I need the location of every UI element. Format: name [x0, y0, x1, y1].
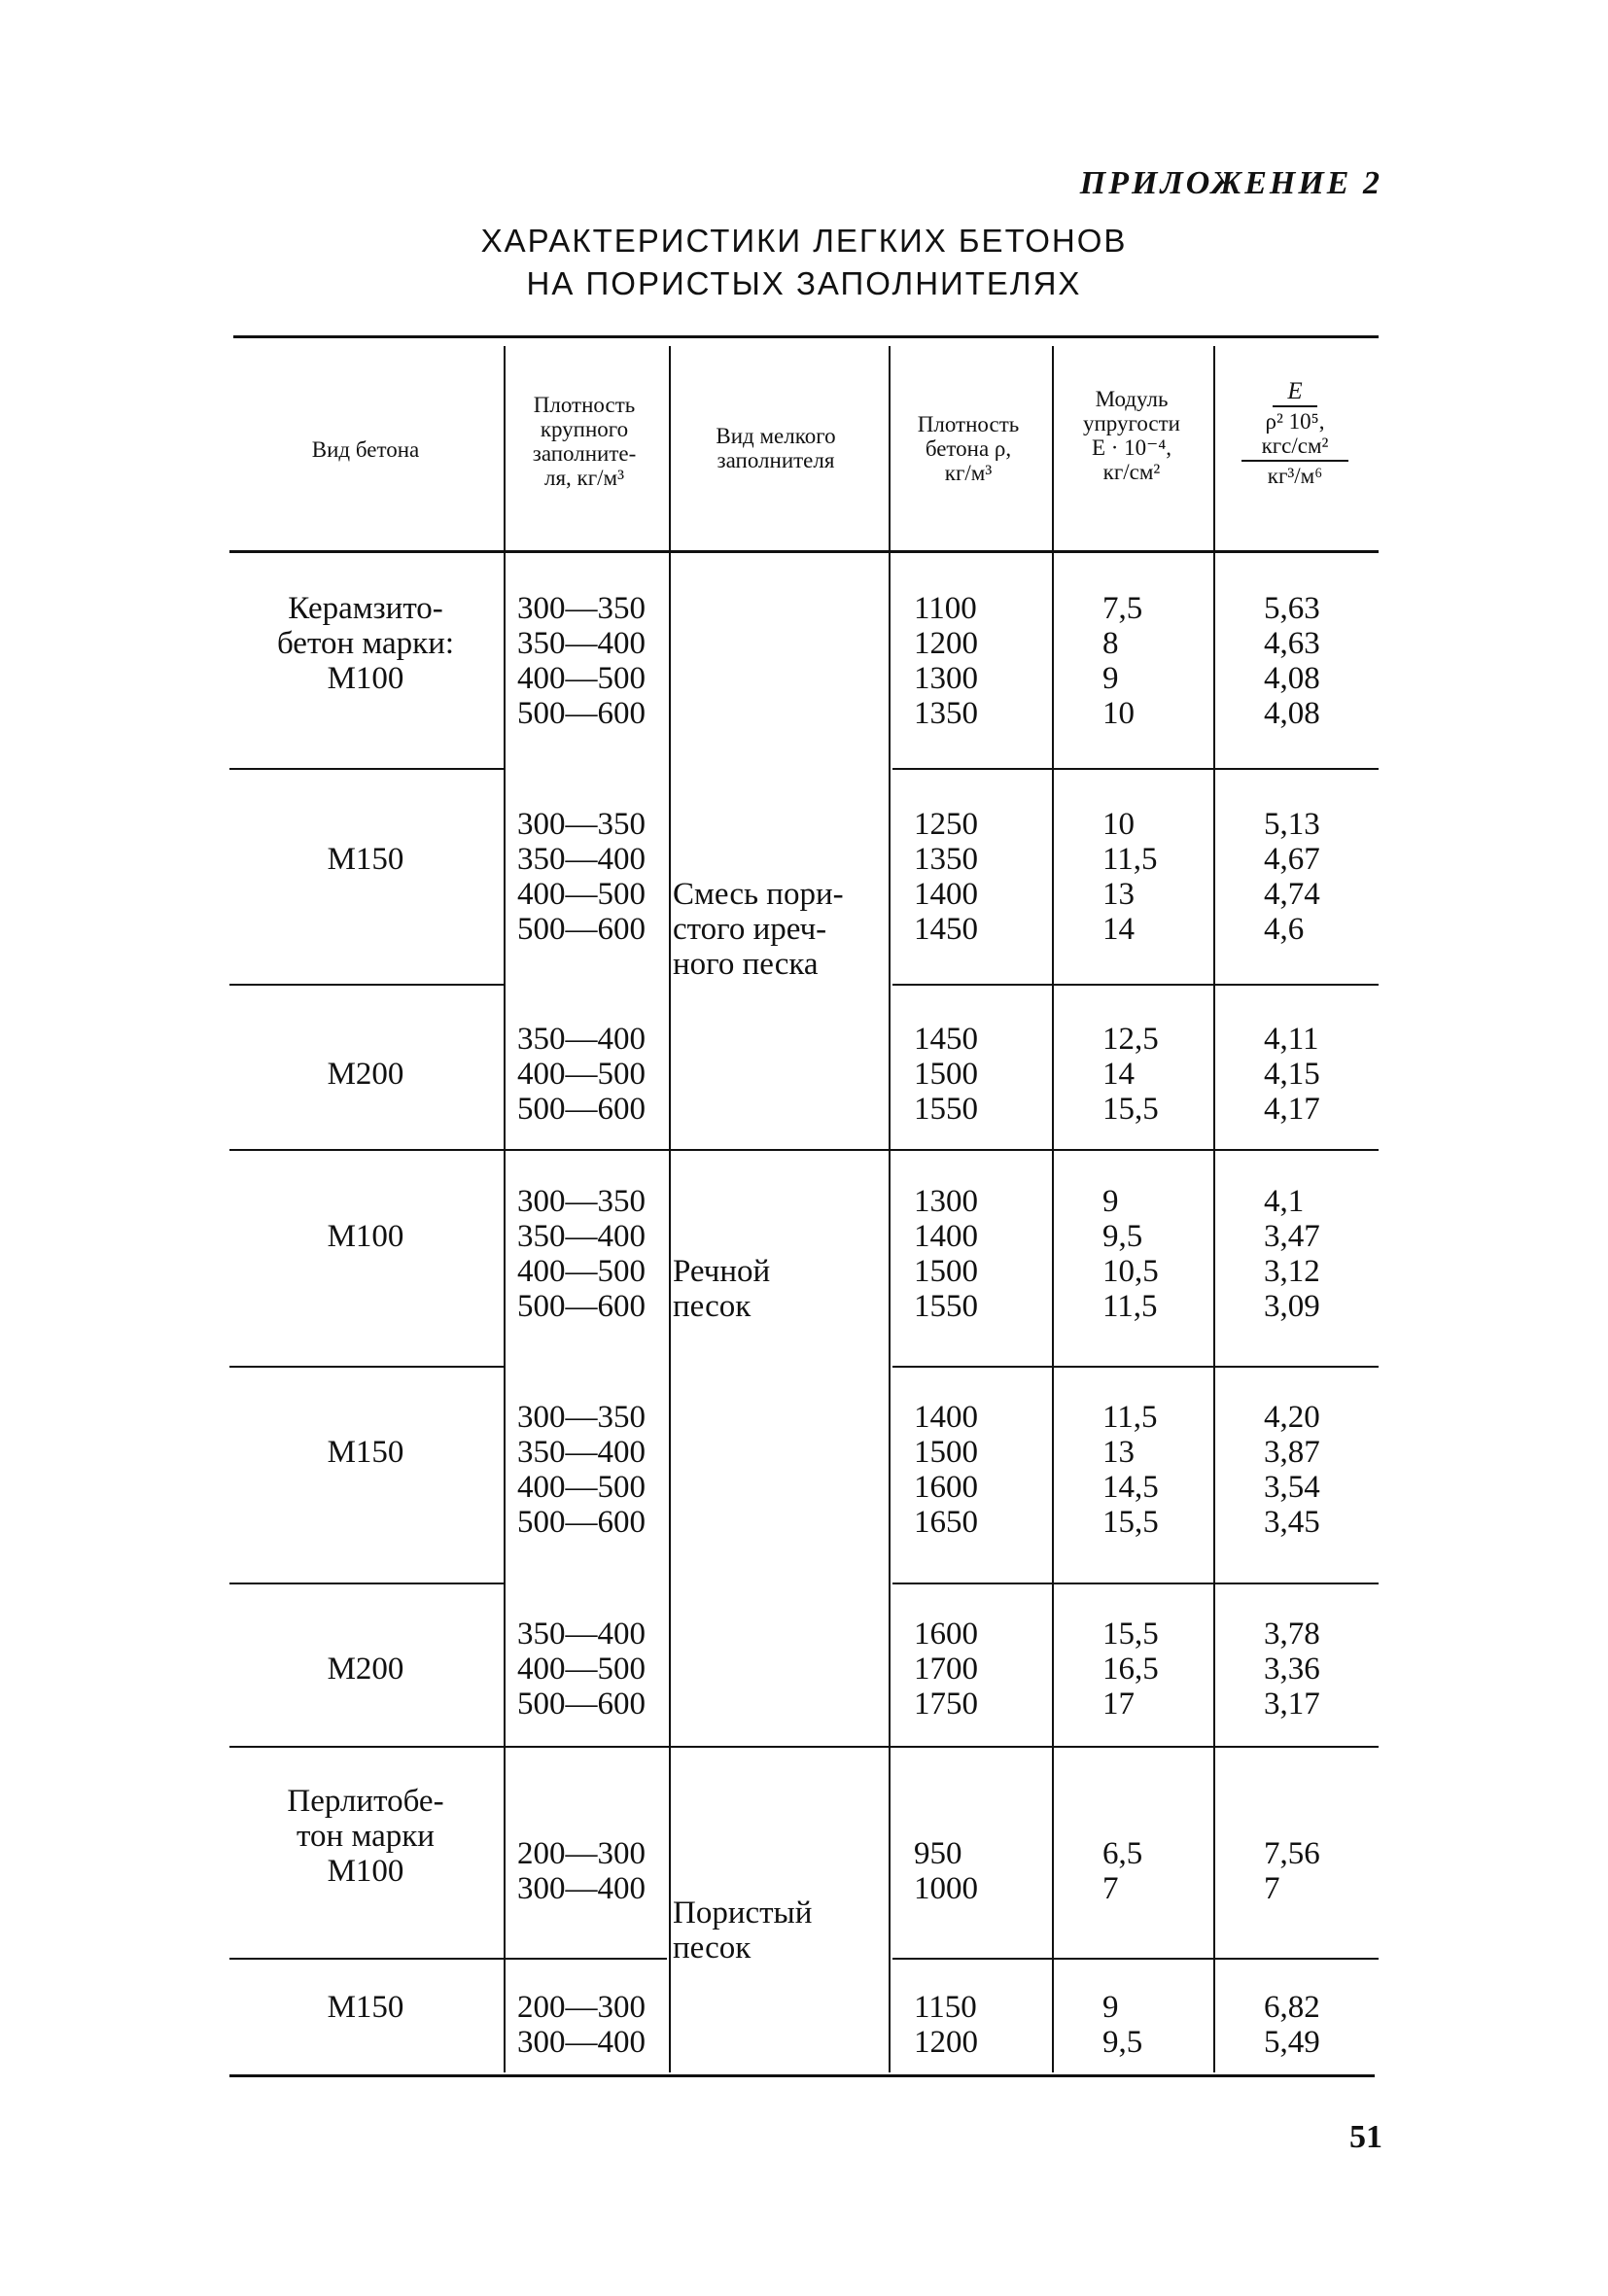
concrete-density — [914, 1184, 1021, 1324]
concrete-density-line: 1200 — [914, 626, 978, 661]
concrete-type-line: M100 — [327, 1219, 404, 1254]
concrete-density-line: 1200 — [914, 2025, 978, 2060]
appendix-label: ПРИЛОЖЕНИЕ 2 — [1079, 165, 1382, 201]
modulus-ratio-line: 4,11 — [1264, 1022, 1319, 1057]
coarse-density-line: 300—350 — [517, 1184, 646, 1219]
coarse-density — [517, 1022, 663, 1127]
ratio-unit-1: кгс/см² — [1261, 434, 1329, 458]
concrete-density-line: 1150 — [914, 1990, 977, 2025]
header-line: Модуль — [1095, 387, 1169, 411]
modulus-ratio — [1264, 591, 1371, 731]
header-modulus — [1054, 387, 1209, 484]
modulus-ratio-line: 3,45 — [1264, 1505, 1320, 1540]
elastic-modulus-line: 10 — [1102, 807, 1135, 842]
coarse-density-line: 300—400 — [517, 1871, 646, 1906]
group-separator — [229, 1366, 504, 1368]
coarse-density — [517, 807, 663, 947]
concrete-density — [914, 1617, 1021, 1722]
modulus-ratio — [1264, 1022, 1371, 1127]
concrete-type — [229, 842, 502, 877]
coarse-density — [517, 1400, 663, 1540]
header-line: заполните- — [532, 441, 637, 466]
header-bottom-rule — [229, 550, 1379, 553]
concrete-density — [914, 807, 1021, 947]
concrete-type — [229, 1219, 502, 1254]
coarse-density-line: 500—600 — [517, 1687, 646, 1722]
modulus-ratio — [1264, 807, 1371, 947]
coarse-density — [517, 1836, 663, 1906]
elastic-modulus-line: 9 — [1102, 1990, 1119, 2025]
concrete-type-line: тон марки — [297, 1819, 435, 1854]
coarse-density — [517, 1617, 663, 1722]
elastic-modulus-line: 15,5 — [1102, 1505, 1159, 1540]
concrete-density-line: 1600 — [914, 1470, 978, 1505]
concrete-type-line: Керамзито- — [288, 591, 443, 626]
group-separator — [229, 1583, 504, 1584]
concrete-density-line: 1300 — [914, 1184, 978, 1219]
concrete-density-line: 1350 — [914, 842, 978, 877]
concrete-density-line: 1250 — [914, 807, 978, 842]
coarse-density-line: 500—600 — [517, 1092, 646, 1127]
elastic-modulus-line: 11,5 — [1102, 1289, 1158, 1324]
page-number: 51 — [1349, 2119, 1382, 2155]
modulus-ratio-line: 7 — [1264, 1871, 1280, 1906]
concrete-density — [914, 591, 1021, 731]
column-separator — [1213, 346, 1215, 2072]
fine-aggregate-line: Смесь пори- — [673, 877, 844, 912]
modulus-ratio-line: 4,74 — [1264, 877, 1320, 912]
header-fine-aggregate — [669, 424, 883, 472]
modulus-ratio-line: 4,15 — [1264, 1057, 1320, 1092]
modulus-ratio-line: 5,49 — [1264, 2025, 1320, 2060]
group-separator — [229, 1149, 1379, 1151]
modulus-ratio-line: 4,67 — [1264, 842, 1320, 877]
coarse-density-line: 300—350 — [517, 807, 646, 842]
header-line: кг/см² — [1102, 460, 1161, 484]
concrete-type — [229, 1057, 502, 1092]
ratio-denominator: ρ² 10⁵, — [1265, 409, 1325, 434]
coarse-density-line: 400—500 — [517, 1057, 646, 1092]
column-separator — [1052, 346, 1054, 2072]
elastic-modulus-line: 9,5 — [1102, 2025, 1143, 2060]
group-separator — [892, 768, 1379, 770]
coarse-density-line: 350—400 — [517, 1435, 646, 1470]
modulus-ratio-line: 4,63 — [1264, 626, 1320, 661]
header-line: Вид мелкого — [716, 424, 836, 448]
coarse-density-line: 500—600 — [517, 1289, 646, 1324]
elastic-modulus-line: 9,5 — [1102, 1219, 1143, 1254]
group-separator — [229, 984, 504, 986]
coarse-density-line: 500—600 — [517, 696, 646, 731]
concrete-density-line: 1450 — [914, 912, 978, 947]
coarse-density-line: 400—500 — [517, 1652, 646, 1687]
header-line: заполнителя — [717, 448, 835, 472]
concrete-density — [914, 1022, 1021, 1127]
modulus-ratio — [1264, 1617, 1371, 1722]
elastic-modulus — [1102, 807, 1200, 947]
concrete-density-line: 1550 — [914, 1289, 978, 1324]
elastic-modulus-line: 16,5 — [1102, 1652, 1159, 1687]
elastic-modulus-line: 14 — [1102, 1057, 1135, 1092]
coarse-density — [517, 1990, 663, 2060]
elastic-modulus — [1102, 1022, 1200, 1127]
coarse-density-line: 300—400 — [517, 2025, 646, 2060]
elastic-modulus — [1102, 1400, 1200, 1540]
modulus-ratio — [1264, 1836, 1371, 1906]
concrete-density-line: 1350 — [914, 696, 978, 731]
modulus-ratio-line: 5,13 — [1264, 807, 1320, 842]
modulus-ratio-line: 3,12 — [1264, 1254, 1320, 1289]
fine-aggregate — [673, 877, 887, 982]
elastic-modulus — [1102, 1184, 1200, 1324]
concrete-type-line: M100 — [327, 1854, 404, 1889]
coarse-density-line: 500—600 — [517, 912, 646, 947]
modulus-ratio — [1264, 1400, 1371, 1540]
title-line-2: НА ПОРИСТЫХ ЗАПОЛНИТЕЛЯХ — [526, 265, 1082, 301]
modulus-ratio-line: 4,08 — [1264, 661, 1320, 696]
page-title — [0, 220, 1608, 305]
modulus-ratio-line: 4,6 — [1264, 912, 1305, 947]
modulus-ratio-line: 7,56 — [1264, 1836, 1320, 1871]
fine-aggregate-line: песок — [673, 1289, 752, 1324]
elastic-modulus — [1102, 1990, 1200, 2060]
fine-aggregate-line: стого иреч- — [673, 912, 827, 947]
concrete-density-line: 1550 — [914, 1092, 978, 1127]
group-separator — [892, 1583, 1379, 1584]
table-top-rule — [233, 335, 1379, 338]
modulus-ratio-line: 3,87 — [1264, 1435, 1320, 1470]
concrete-type-line: M150 — [327, 1990, 404, 2025]
fine-aggregate — [673, 1896, 887, 1966]
concrete-density-line: 1500 — [914, 1254, 978, 1289]
coarse-density-line: 400—500 — [517, 1254, 646, 1289]
elastic-modulus-line: 17 — [1102, 1687, 1135, 1722]
coarse-density-line: 500—600 — [517, 1505, 646, 1540]
group-separator — [892, 984, 1379, 986]
concrete-density-line: 1750 — [914, 1687, 978, 1722]
concrete-density-line: 1400 — [914, 1219, 978, 1254]
coarse-density-line: 350—400 — [517, 842, 646, 877]
concrete-density — [914, 1990, 1021, 2060]
elastic-modulus-line: 15,5 — [1102, 1617, 1159, 1652]
header-line: упругости — [1082, 411, 1180, 435]
modulus-ratio-line: 3,78 — [1264, 1617, 1320, 1652]
concrete-density-line: 1100 — [914, 591, 977, 626]
coarse-density-line: 300—350 — [517, 591, 646, 626]
modulus-ratio-line: 3,09 — [1264, 1289, 1320, 1324]
concrete-density-line: 1400 — [914, 877, 978, 912]
elastic-modulus-line: 12,5 — [1102, 1022, 1159, 1057]
modulus-ratio-line: 3,47 — [1264, 1219, 1320, 1254]
elastic-modulus-line: 7,5 — [1102, 591, 1143, 626]
modulus-ratio-line: 3,17 — [1264, 1687, 1320, 1722]
concrete-type — [229, 1652, 502, 1687]
coarse-density-line: 350—400 — [517, 1617, 646, 1652]
coarse-density — [517, 1184, 663, 1324]
coarse-density-line: 400—500 — [517, 877, 646, 912]
modulus-ratio-line: 5,63 — [1264, 591, 1320, 626]
concrete-density-line: 1000 — [914, 1871, 978, 1906]
concrete-type-line: M150 — [327, 1435, 404, 1470]
title-line-1: ХАРАКТЕРИСТИКИ ЛЕГКИХ БЕТОНОВ — [480, 223, 1128, 259]
modulus-ratio-line: 3,54 — [1264, 1470, 1320, 1505]
header-line: Плотность — [533, 393, 636, 417]
coarse-density-line: 350—400 — [517, 1022, 646, 1057]
group-separator — [229, 1958, 667, 1960]
concrete-type — [229, 1990, 502, 2025]
elastic-modulus-line: 13 — [1102, 1435, 1135, 1470]
concrete-density-line: 1450 — [914, 1022, 978, 1057]
coarse-density — [517, 591, 663, 731]
concrete-density-line: 950 — [914, 1836, 962, 1871]
ratio-numerator: E — [1287, 378, 1303, 404]
elastic-modulus-line: 9 — [1102, 1184, 1119, 1219]
elastic-modulus-line: 9 — [1102, 661, 1119, 696]
concrete-type — [229, 1784, 502, 1889]
elastic-modulus-line: 10 — [1102, 696, 1135, 731]
concrete-type — [229, 591, 502, 696]
modulus-ratio-line: 6,82 — [1264, 1990, 1320, 2025]
fine-aggregate-line: ного песка — [673, 947, 819, 982]
elastic-modulus — [1102, 591, 1200, 731]
concrete-type-line: M100 — [327, 661, 404, 696]
ratio-unit-2: кг³/м⁶ — [1267, 464, 1323, 488]
concrete-type-line: Перлитобе- — [287, 1784, 444, 1819]
elastic-modulus-line: 8 — [1102, 626, 1119, 661]
concrete-density-line: 1700 — [914, 1652, 978, 1687]
concrete-density-line: 1400 — [914, 1400, 978, 1435]
elastic-modulus-line: 11,5 — [1102, 842, 1158, 877]
header-line: кг/м³ — [944, 461, 993, 485]
concrete-type-line: M200 — [327, 1652, 404, 1687]
group-separator — [229, 1746, 1379, 1748]
concrete-type-line: M200 — [327, 1057, 404, 1092]
elastic-modulus-line: 14 — [1102, 912, 1135, 947]
elastic-modulus-line: 11,5 — [1102, 1400, 1158, 1435]
modulus-ratio-line: 4,20 — [1264, 1400, 1320, 1435]
group-separator — [892, 1958, 1379, 1960]
fine-aggregate-line: песок — [673, 1931, 752, 1966]
elastic-modulus-line: 10,5 — [1102, 1254, 1159, 1289]
column-separator — [889, 346, 891, 2072]
concrete-type-line: бетон марки: — [276, 626, 455, 661]
concrete-density-line: 1650 — [914, 1505, 978, 1540]
header-line: крупного — [540, 417, 629, 441]
concrete-density-line: 1600 — [914, 1617, 978, 1652]
elastic-modulus-line: 6,5 — [1102, 1836, 1143, 1871]
header-line: бетона ρ, — [925, 436, 1012, 461]
modulus-ratio-line: 4,17 — [1264, 1092, 1320, 1127]
header-line: Плотность — [917, 412, 1020, 436]
elastic-modulus — [1102, 1836, 1200, 1906]
coarse-density-line: 350—400 — [517, 1219, 646, 1254]
header-line: E · 10⁻⁴, — [1091, 435, 1172, 460]
elastic-modulus-line: 14,5 — [1102, 1470, 1159, 1505]
group-separator — [892, 1366, 1379, 1368]
coarse-density-line: 300—350 — [517, 1400, 646, 1435]
modulus-ratio-line: 4,1 — [1264, 1184, 1305, 1219]
concrete-density — [914, 1400, 1021, 1540]
header-type: Вид бетона — [311, 437, 420, 462]
modulus-ratio-line: 3,36 — [1264, 1652, 1320, 1687]
coarse-density-line: 400—500 — [517, 661, 646, 696]
header-line: ля, кг/м³ — [543, 466, 624, 490]
header-ratio — [1217, 379, 1373, 488]
elastic-modulus-line: 13 — [1102, 877, 1135, 912]
coarse-density-line: 400—500 — [517, 1470, 646, 1505]
elastic-modulus-line: 15,5 — [1102, 1092, 1159, 1127]
concrete-density — [914, 1836, 1021, 1906]
modulus-ratio-line: 4,08 — [1264, 696, 1320, 731]
column-separator — [504, 346, 506, 2072]
group-separator — [229, 768, 504, 770]
concrete-density-line: 1500 — [914, 1057, 978, 1092]
elastic-modulus-line: 7 — [1102, 1871, 1119, 1906]
header-coarse-density — [506, 393, 663, 490]
concrete-density-line: 1500 — [914, 1435, 978, 1470]
fine-aggregate-line: Речной — [673, 1254, 771, 1289]
fine-aggregate-line: Пористый — [673, 1896, 813, 1931]
elastic-modulus — [1102, 1617, 1200, 1722]
concrete-type-line: M150 — [327, 842, 404, 877]
column-separator — [669, 346, 671, 2072]
coarse-density-line: 200—300 — [517, 1990, 646, 2025]
header-concrete-density — [892, 412, 1044, 485]
modulus-ratio — [1264, 1184, 1371, 1324]
table-bottom-rule — [229, 2074, 1375, 2077]
concrete-type — [229, 1435, 502, 1470]
concrete-density-line: 1300 — [914, 661, 978, 696]
coarse-density-line: 350—400 — [517, 626, 646, 661]
coarse-density-line: 200—300 — [517, 1836, 646, 1871]
fine-aggregate — [673, 1254, 887, 1324]
modulus-ratio — [1264, 1990, 1371, 2060]
